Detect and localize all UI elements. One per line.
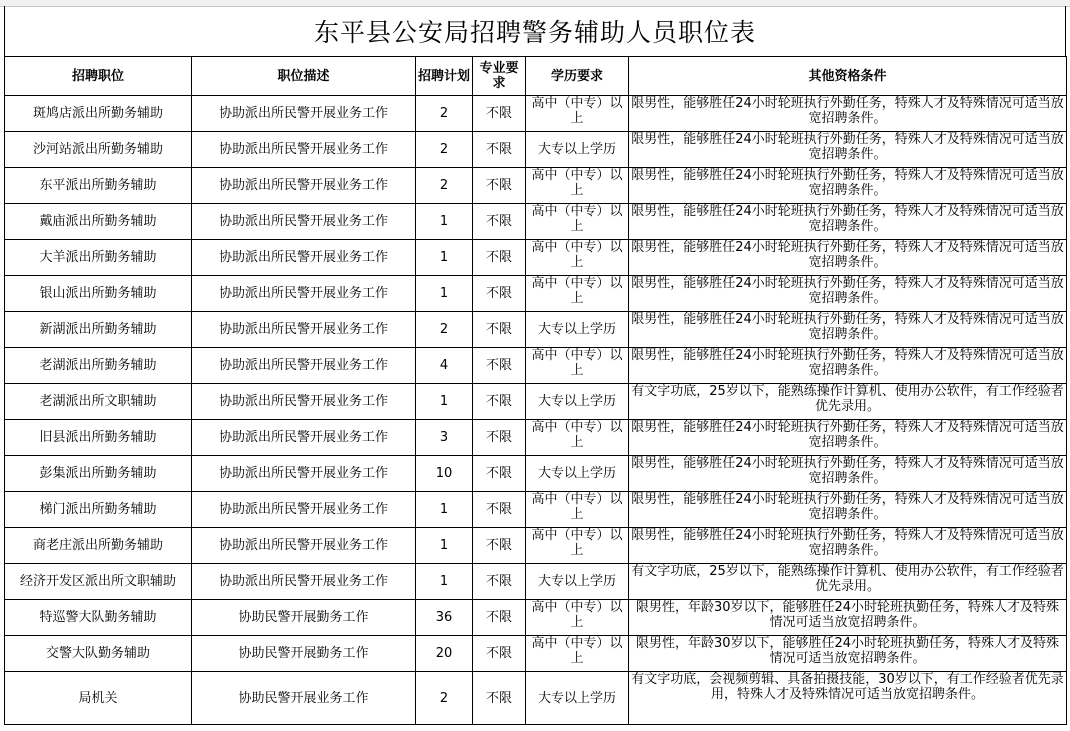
header-cell-major[interactable]: 专业要求 [473,57,526,96]
cell-position[interactable]: 局机关 [5,672,192,725]
cell-major[interactable]: 不限 [473,348,526,384]
cell-other[interactable]: 限男性，能够胜任24小时轮班执行外勤任务，特殊人才及特殊情况可适当放宽招聘条件。 [629,312,1067,348]
cell-other[interactable]: 有文字功底，会视频剪辑、具备拍摄技能，30岁以下，有工作经验者优先录用，特殊人才及特殊情况可适当放宽招聘条件。 [629,672,1067,725]
cell-education[interactable]: 高中（中专）以上 [526,240,629,276]
table-row [5,168,1067,204]
cell-major[interactable]: 不限 [473,312,526,348]
table-row [5,312,1067,348]
cell-count[interactable]: 2 [416,168,473,204]
cell-education[interactable]: 高中（中专）以上 [526,276,629,312]
cell-major[interactable]: 不限 [473,600,526,636]
cell-major[interactable]: 不限 [473,564,526,600]
table-row [5,456,1067,492]
cell-education[interactable]: 高中（中专）以上 [526,96,629,132]
cell-count[interactable]: 1 [416,564,473,600]
cell-education[interactable]: 大专以上学历 [526,564,629,600]
cell-education[interactable]: 高中（中专）以上 [526,204,629,240]
cell-major[interactable]: 不限 [473,672,526,725]
cell-description[interactable]: 协助派出所民警开展业务工作 [192,168,416,204]
cell-other[interactable]: 限男性，能够胜任24小时轮班执行外勤任务，特殊人才及特殊情况可适当放宽招聘条件。 [629,276,1067,312]
cell-description[interactable]: 协助派出所民警开展业务工作 [192,132,416,168]
cell-position[interactable]: 经济开发区派出所文职辅助 [5,564,192,600]
cell-other[interactable]: 限男性，能够胜任24小时轮班执行外勤任务，特殊人才及特殊情况可适当放宽招聘条件。 [629,240,1067,276]
table-row [5,420,1067,456]
cell-position[interactable]: 旧县派出所勤务辅助 [5,420,192,456]
cell-count[interactable]: 1 [416,492,473,528]
cell-major[interactable]: 不限 [473,132,526,168]
cell-other[interactable]: 限男性，能够胜任24小时轮班执行外勤任务，特殊人才及特殊情况可适当放宽招聘条件。 [629,528,1067,564]
cell-description[interactable]: 协助派出所民警开展业务工作 [192,528,416,564]
cell-description[interactable]: 协助派出所民警开展业务工作 [192,564,416,600]
cell-count[interactable]: 2 [416,672,473,725]
cell-other[interactable]: 有文字功底，25岁以下，能熟练操作计算机、使用办公软件，有工作经验者优先录用。 [629,384,1067,420]
cell-education[interactable]: 大专以上学历 [526,456,629,492]
cell-description[interactable]: 协助派出所民警开展业务工作 [192,420,416,456]
cell-education[interactable]: 高中（中专）以上 [526,348,629,384]
cell-other[interactable]: 限男性，年龄30岁以下，能够胜任24小时轮班执勤任务，特殊人才及特殊情况可适当放宽招聘条件。 [629,636,1067,672]
cell-description[interactable]: 协助派出所民警开展业务工作 [192,240,416,276]
cell-count[interactable]: 36 [416,600,473,636]
cell-major[interactable]: 不限 [473,456,526,492]
header-row [5,57,1067,96]
cell-position[interactable]: 戴庙派出所勤务辅助 [5,204,192,240]
cell-education[interactable]: 大专以上学历 [526,672,629,725]
table-row [5,600,1067,636]
table-row [5,672,1067,725]
cell-description[interactable]: 协助派出所民警开展业务工作 [192,276,416,312]
cell-position[interactable]: 交警大队勤务辅助 [5,636,192,672]
cell-position[interactable]: 老湖派出所文职辅助 [5,384,192,420]
cell-position[interactable]: 特巡警大队勤务辅助 [5,600,192,636]
cell-count[interactable]: 1 [416,240,473,276]
page-title[interactable]: 东平县公安局招聘警务辅助人员职位表 [4,6,1066,56]
header-cell-description[interactable]: 职位描述 [192,57,416,96]
cell-major[interactable]: 不限 [473,636,526,672]
cell-count[interactable]: 2 [416,96,473,132]
cell-count[interactable]: 2 [416,132,473,168]
cell-position[interactable]: 斑鸠店派出所勤务辅助 [5,96,192,132]
table-row [5,492,1067,528]
cell-other[interactable]: 限男性，能够胜任24小时轮班执行外勤任务，特殊人才及特殊情况可适当放宽招聘条件。 [629,132,1067,168]
positions-table [4,56,1067,725]
table-row [5,348,1067,384]
cell-position[interactable]: 新湖派出所勤务辅助 [5,312,192,348]
cell-count[interactable]: 1 [416,384,473,420]
cell-education[interactable]: 高中（中专）以上 [526,636,629,672]
table-row [5,240,1067,276]
cell-position[interactable]: 彭集派出所勤务辅助 [5,456,192,492]
cell-description[interactable]: 协助派出所民警开展业务工作 [192,348,416,384]
table-row [5,564,1067,600]
cell-description[interactable]: 协助派出所民警开展业务工作 [192,384,416,420]
cell-other[interactable]: 限男性，能够胜任24小时轮班执行外勤任务，特殊人才及特殊情况可适当放宽招聘条件。 [629,348,1067,384]
cell-position[interactable]: 商老庄派出所勤务辅助 [5,528,192,564]
cell-count[interactable]: 4 [416,348,473,384]
table-row [5,132,1067,168]
cell-other[interactable]: 限男性，能够胜任24小时轮班执行外勤任务，特殊人才及特殊情况可适当放宽招聘条件。 [629,96,1067,132]
cell-count[interactable]: 10 [416,456,473,492]
table-row [5,276,1067,312]
cell-education[interactable]: 大专以上学历 [526,312,629,348]
header-cell-education[interactable]: 学历要求 [526,57,629,96]
cell-education[interactable]: 高中（中专）以上 [526,600,629,636]
table-row [5,96,1067,132]
cell-other[interactable]: 有文字功底，25岁以下，能熟练操作计算机、使用办公软件，有工作经验者优先录用。 [629,564,1067,600]
cell-description[interactable]: 协助民警开展勤务工作 [192,636,416,672]
cell-description[interactable]: 协助派出所民警开展业务工作 [192,492,416,528]
cell-count[interactable]: 3 [416,420,473,456]
cell-description[interactable]: 协助派出所民警开展业务工作 [192,456,416,492]
cell-count[interactable]: 1 [416,204,473,240]
header-cell-position[interactable]: 招聘职位 [5,57,192,96]
cell-other[interactable]: 限男性，能够胜任24小时轮班执行外勤任务，特殊人才及特殊情况可适当放宽招聘条件。 [629,492,1067,528]
cell-major[interactable]: 不限 [473,384,526,420]
table-row [5,528,1067,564]
cell-count[interactable]: 2 [416,312,473,348]
cell-other[interactable]: 限男性，年龄30岁以下，能够胜任24小时轮班执勤任务，特殊人才及特殊情况可适当放宽招聘条件。 [629,600,1067,636]
cell-major[interactable]: 不限 [473,492,526,528]
cell-description[interactable]: 协助派出所民警开展业务工作 [192,96,416,132]
cell-position[interactable]: 老湖派出所勤务辅助 [5,348,192,384]
cell-other[interactable]: 限男性，能够胜任24小时轮班执行外勤任务，特殊人才及特殊情况可适当放宽招聘条件。 [629,204,1067,240]
cell-position[interactable]: 沙河站派出所勤务辅助 [5,132,192,168]
cell-major[interactable]: 不限 [473,420,526,456]
table-row [5,636,1067,672]
cell-major[interactable]: 不限 [473,96,526,132]
cell-education[interactable]: 高中（中专）以上 [526,528,629,564]
cell-count[interactable]: 1 [416,528,473,564]
cell-education[interactable]: 高中（中专）以上 [526,492,629,528]
header-cell-count[interactable]: 招聘计划 [416,57,473,96]
cell-education[interactable]: 大专以上学历 [526,384,629,420]
table-row [5,204,1067,240]
header-cell-other[interactable]: 其他资格条件 [629,57,1067,96]
cell-other[interactable]: 限男性，能够胜任24小时轮班执行外勤任务，特殊人才及特殊情况可适当放宽招聘条件。 [629,168,1067,204]
cell-major[interactable]: 不限 [473,204,526,240]
cell-major[interactable]: 不限 [473,276,526,312]
cell-education[interactable]: 高中（中专）以上 [526,420,629,456]
cell-position[interactable]: 大羊派出所勤务辅助 [5,240,192,276]
cell-education[interactable]: 大专以上学历 [526,132,629,168]
cell-major[interactable]: 不限 [473,168,526,204]
cell-other[interactable]: 限男性，能够胜任24小时轮班执行外勤任务，特殊人才及特殊情况可适当放宽招聘条件。 [629,420,1067,456]
cell-education[interactable]: 高中（中专）以上 [526,168,629,204]
cell-major[interactable]: 不限 [473,240,526,276]
cell-count[interactable]: 20 [416,636,473,672]
cell-description[interactable]: 协助民警开展业务工作 [192,672,416,725]
cell-description[interactable]: 协助派出所民警开展业务工作 [192,312,416,348]
table-row [5,384,1067,420]
cell-position[interactable]: 梯门派出所勤务辅助 [5,492,192,528]
cell-description[interactable]: 协助民警开展勤务工作 [192,600,416,636]
cell-position[interactable]: 东平派出所勤务辅助 [5,168,192,204]
cell-position[interactable]: 银山派出所勤务辅助 [5,276,192,312]
cell-description[interactable]: 协助派出所民警开展业务工作 [192,204,416,240]
cell-other[interactable]: 限男性，能够胜任24小时轮班执行外勤任务，特殊人才及特殊情况可适当放宽招聘条件。 [629,456,1067,492]
cell-count[interactable]: 1 [416,276,473,312]
cell-major[interactable]: 不限 [473,528,526,564]
